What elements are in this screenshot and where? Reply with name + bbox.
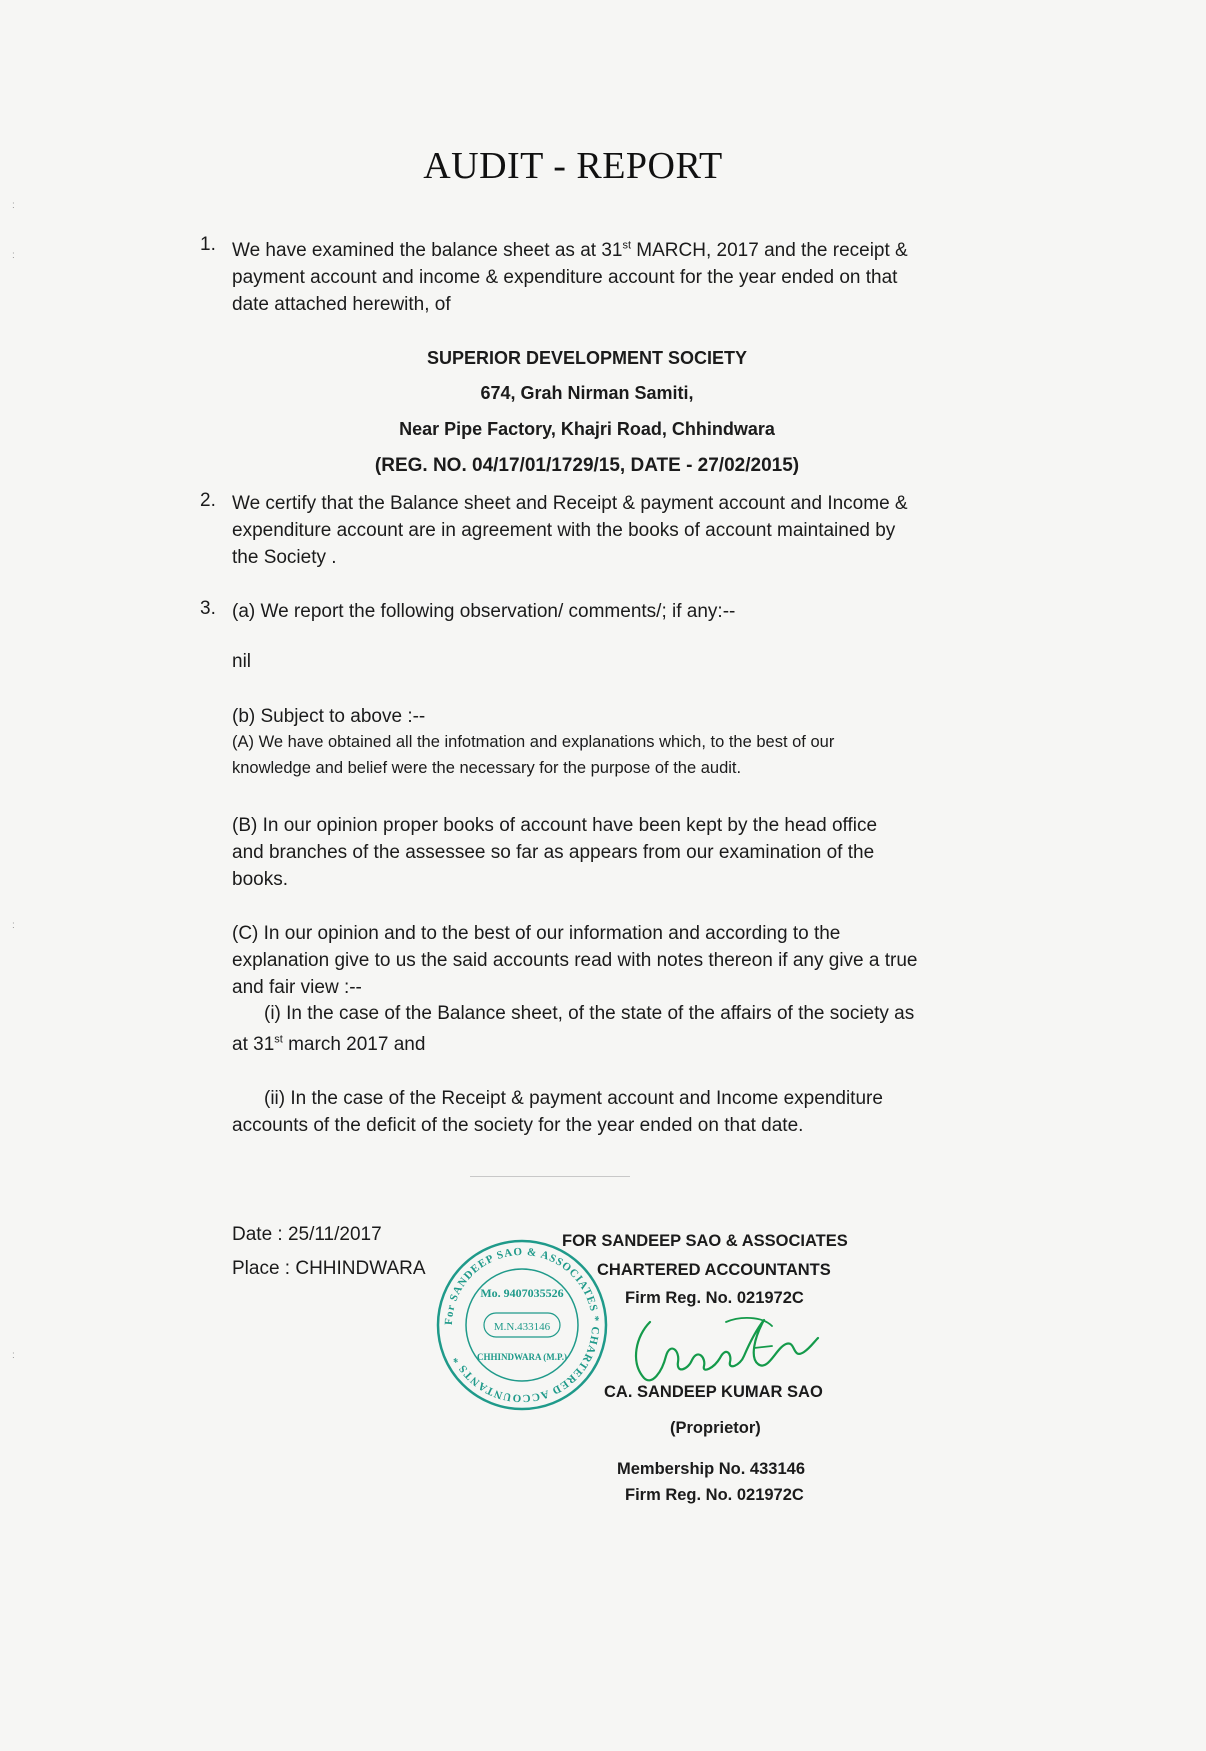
item-B-line-1: (B) In our opinion proper books of account have been kept by the head office: [232, 815, 878, 836]
firm-reg-bottom: Firm Reg. No. 021972C: [625, 1486, 804, 1504]
scan-mark: :: [12, 1350, 15, 1361]
stamp-mobile: Mo. 9407035526: [480, 1286, 564, 1300]
item-C-line-2: explanation give to us the said accounts read with notes thereon if any give a true: [232, 950, 918, 971]
para-1: [232, 237, 952, 318]
scan-mark: :: [12, 200, 15, 211]
subject-to-above: (b) Subject to above :--: [232, 706, 426, 727]
firm-reg-top: Firm Reg. No. 021972C: [625, 1289, 804, 1307]
society-address-2: Near Pipe Factory, Khajri Road, Chhindwara: [399, 419, 775, 439]
report-place: Place : CHHINDWARA: [232, 1258, 426, 1279]
item-B-line-2: and branches of the assessee so far as appears from our examination of the: [232, 842, 875, 863]
signatory-role: (Proprietor): [670, 1419, 761, 1437]
para-2-line-3: the Society .: [232, 547, 337, 568]
membership-number: Membership No. 433146: [617, 1460, 805, 1478]
item-ii-line-2: accounts of the deficit of the society for the year ended on that date.: [232, 1115, 804, 1136]
para-2: [232, 490, 952, 571]
para-2-line-1: We certify that the Balance sheet and Receipt & payment account and Income &: [232, 493, 908, 514]
item-A: [232, 729, 952, 781]
item-ii: [232, 1085, 962, 1139]
signatory-name: CA. SANDEEP KUMAR SAO: [604, 1383, 823, 1401]
para-3-number: 3.: [200, 598, 216, 619]
item-C: [232, 920, 962, 1001]
para-2-line-2: expenditure account are in agreement with the books of account maintained by: [232, 520, 896, 541]
para-1-line-1: We have examined the balance sheet as at 31st MARCH, 2017 and the receipt &: [232, 239, 908, 261]
signature-icon: [622, 1302, 822, 1392]
observation-nil: nil: [232, 651, 252, 672]
divider: [470, 1176, 630, 1177]
item-i: [232, 1000, 962, 1058]
signature: [622, 1302, 822, 1392]
society-name: SUPERIOR DEVELOPMENT SOCIETY: [426, 348, 748, 368]
firm-title: CHARTERED ACCOUNTANTS: [597, 1261, 831, 1279]
scan-mark: :: [12, 250, 15, 261]
page-title: AUDIT - REPORT: [423, 145, 723, 187]
society-address-1: 674, Grah Nirman Samiti,: [480, 383, 694, 403]
stamp-outer-text: For SANDEEP SAO & ASSOCIATES * CHARTERED ACCOUNTANTS *: [442, 1245, 602, 1405]
item-C-line-3: and fair view :--: [232, 977, 362, 998]
item-C-line-1: (C) In our opinion and to the best of our information and according to the: [232, 923, 841, 944]
item-B: [232, 812, 952, 893]
stamp-city: CHHINDWARA (M.P.): [477, 1352, 567, 1362]
stamp-seal-icon: [432, 1235, 612, 1415]
scan-mark: :: [12, 920, 15, 931]
firm-stamp: [432, 1235, 612, 1415]
stamp-membership: M.N.433146: [493, 1321, 551, 1333]
para-1-line-3: date attached herewith, of: [232, 294, 451, 315]
para-2-number: 2.: [200, 490, 216, 511]
society-registration: (REG. NO. 04/17/01/1729/15, DATE - 27/02/2015): [374, 455, 800, 476]
report-date: Date : 25/11/2017: [232, 1224, 382, 1245]
item-i-line-1: (i) In the case of the Balance sheet, of the state of the affairs of the society as: [264, 1003, 915, 1024]
item-B-line-3: books.: [232, 869, 288, 890]
para-1-line-2: payment account and income & expenditure account for the year ended on that: [232, 267, 898, 288]
item-A-line-1: (A) We have obtained all the infotmation and explanations which, to the best of our: [232, 733, 835, 751]
item-ii-line-1: (ii) In the case of the Receipt & payment account and Income expenditure: [264, 1088, 883, 1109]
para-1-number: 1.: [200, 234, 216, 255]
para-3-heading: (a) We report the following observation/ comments/; if any:--: [232, 601, 736, 622]
item-A-line-2: knowledge and belief were the necessary for the purpose of the audit.: [232, 759, 742, 777]
item-i-line-2: at 31st march 2017 and: [232, 1033, 426, 1055]
firm-for-line: FOR SANDEEP SAO & ASSOCIATES: [562, 1232, 848, 1250]
